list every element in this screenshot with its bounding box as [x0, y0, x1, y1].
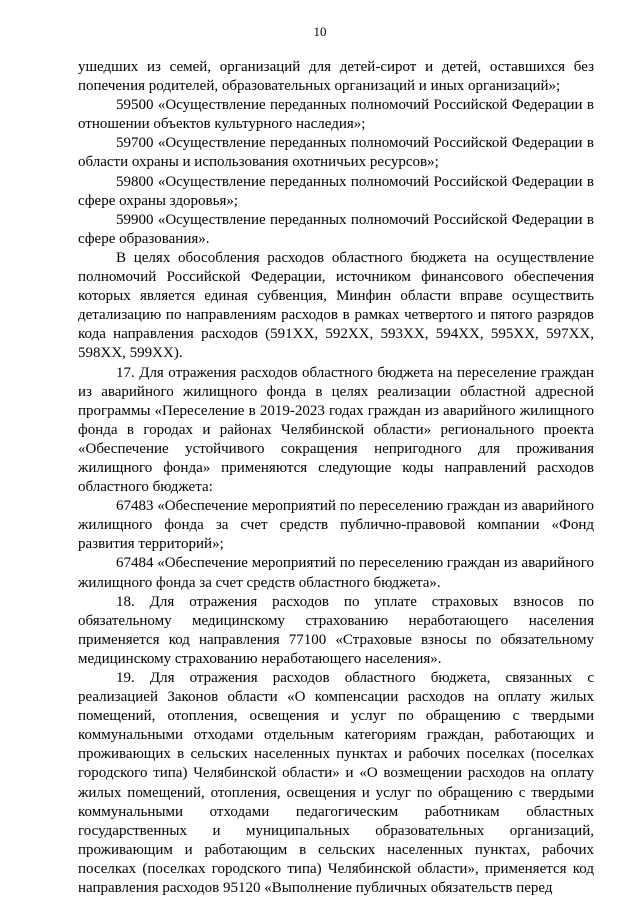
paragraph-section-19: 19. Для отражения расходов областного бюджета, связанных с реализацией Законов области «О компенсации расходов на оплату жилых помещений, отопления, освещения и услуг по обращению с твердыми коммунальными отходами отдельным категориям граждан, работающих и проживающих в сельских населенных пунктах и рабочих поселках (поселках городского типа) Челябинской области» и «О возмещении расходов на оплату жилых помещений, отопления, освещения и услуг по обращению с твердыми коммунальными отходами педагогическим работникам областных государственных и муниципальных образовательных организаций, проживающим и работающим в сельских населенных пунктах, рабочих поселках (поселках городского типа) Челябинской области», применяется код направления расходов 95120 «Выполнение публичных обязательств перед	[78, 670, 594, 897]
paragraph-code-59700: 59700 «Осуществление переданных полномочий Российской Федерации в области охраны и использования охотничьих ресурсов»;	[78, 135, 594, 171]
paragraph-code-59500: 59500 «Осуществление переданных полномочий Российской Федерации в отношении объектов культурного наследия»;	[78, 97, 594, 133]
paragraph-section-17: 17. Для отражения расходов областного бюджета на переселение граждан из аварийного жилищного фонда в целях реализации областной адресной программы «Переселение в 2019-2023 годах граждан из аварийного жилищного фонда в городах и районах Челябинской области» регионального проекта «Обеспечение устойчивого сокращения непригодного для проживания жилищного фонда» применяются следующие коды направлений расходов областного бюджета:	[78, 364, 594, 496]
document-body	[78, 58, 594, 898]
paragraph-continuation: ушедших из семей, организаций для детей-сирот и детей, оставшихся без попечения родителей, образовательных организаций и иных организаций»;	[78, 59, 594, 95]
paragraph-code-67484: 67484 «Обеспечение мероприятий по переселению граждан из аварийного жилищного фонда за счет средств областного бюджета».	[78, 555, 594, 591]
paragraph-subvention-detail: В целях обособления расходов областного бюджета на осуществление полномочий Российской Федерации, источником финансового обеспечения которых является единая субвенция, Минфин области вправе осуществить детализацию по направлениям расходов в рамках четвертого и пятого разрядов кода направления расходов (591XX, 592XX, 593XX, 594XX, 595XX, 597XX, 598XX, 599XX).	[78, 249, 594, 362]
paragraph-section-18: 18. Для отражения расходов по уплате страховых взносов по обязательному медицинскому страхованию неработающего населения применяется код направления 77100 «Страховые взносы по обязательному медицинскому страхованию неработающего населения».	[78, 593, 594, 667]
paragraph-code-59900: 59900 «Осуществление переданных полномочий Российской Федерации в сфере образования».	[78, 211, 594, 247]
paragraph-code-59800: 59800 «Осуществление переданных полномочий Российской Федерации в сфере охраны здоровья»;	[78, 173, 594, 209]
page-number: 10	[313, 24, 327, 39]
paragraph-code-67483: 67483 «Обеспечение мероприятий по переселению граждан из аварийного жилищного фонда за счет средств публично-правовой компании «Фонд развития территорий»;	[78, 498, 594, 553]
